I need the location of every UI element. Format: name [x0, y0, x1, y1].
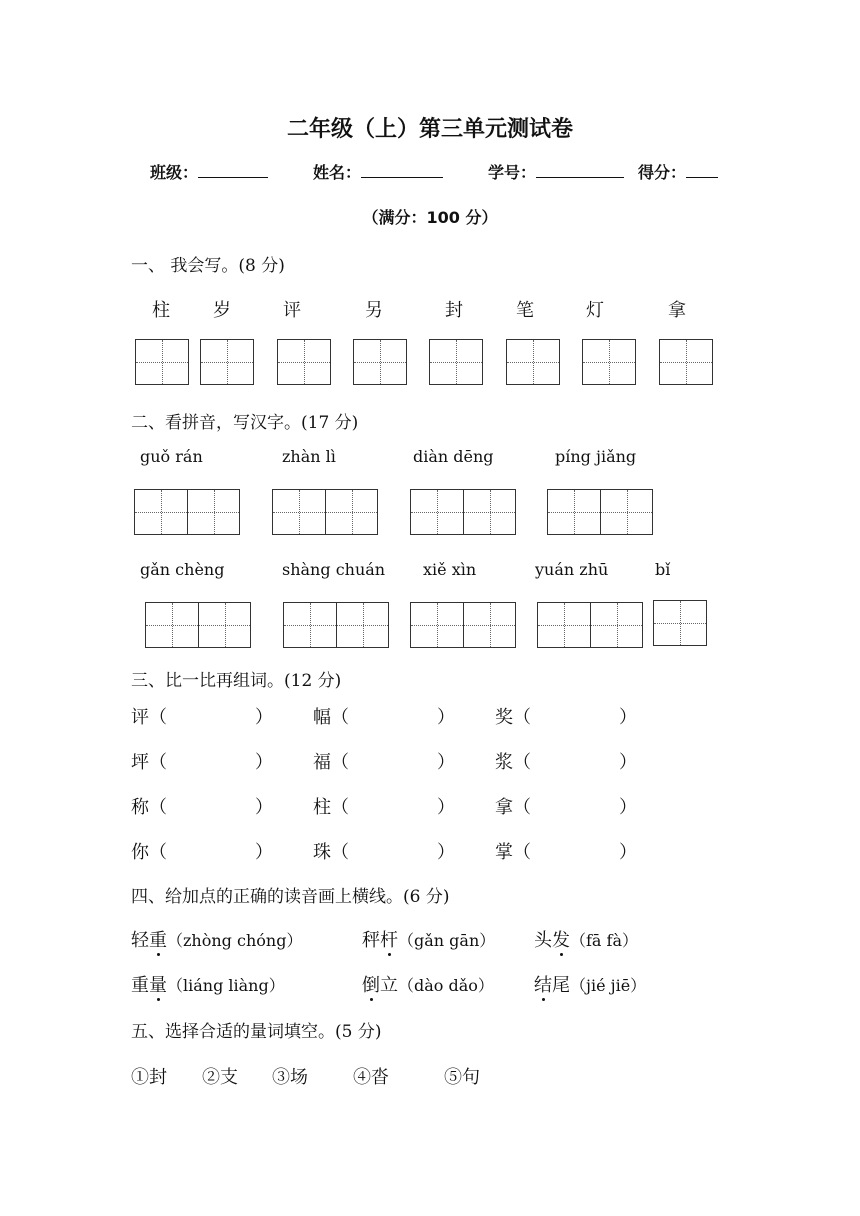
- pinyin-prompt: shàng chuán: [282, 560, 386, 579]
- word-prompt: 拿（: [495, 797, 531, 818]
- word-prompt: 幅（: [313, 707, 349, 728]
- word-prompt: 掌（: [495, 842, 531, 863]
- writing-box[interactable]: [272, 489, 378, 535]
- writing-box[interactable]: [200, 339, 254, 385]
- writing-box[interactable]: [277, 339, 331, 385]
- word-prompt: 柱（: [313, 797, 349, 818]
- s1-char: 岁: [213, 300, 231, 321]
- word-prompt: 称（: [131, 797, 167, 818]
- student-id-blank[interactable]: [536, 161, 624, 178]
- score-field[interactable]: [638, 160, 718, 183]
- pinyin-prompt: guǒ rán: [140, 447, 203, 466]
- reading-item: 秤杆（gǎn gān）: [362, 930, 496, 951]
- dotted-char: 量: [149, 975, 167, 996]
- writing-box[interactable]: [145, 602, 251, 648]
- student-id-label: 学号：: [488, 163, 537, 182]
- writing-box[interactable]: [410, 602, 516, 648]
- paren-close: ）: [255, 707, 273, 728]
- pinyin-prompt: píng jiǎng: [555, 447, 637, 466]
- pinyin-prompt: yuán zhū: [535, 560, 609, 579]
- paren-close: ）: [437, 752, 455, 773]
- paren-close: ）: [437, 842, 455, 863]
- pinyin-prompt: bǐ: [655, 560, 671, 579]
- paren-close: ）: [619, 797, 637, 818]
- pinyin-prompt: gǎn chèng: [140, 560, 225, 579]
- measure-word-option: ④沓: [353, 1067, 389, 1088]
- writing-box[interactable]: [135, 339, 189, 385]
- paren-close: ）: [437, 797, 455, 818]
- paren-close: ）: [255, 842, 273, 863]
- writing-box[interactable]: [353, 339, 407, 385]
- pinyin-options[interactable]: （fā fà）: [570, 931, 639, 950]
- reading-item: 结尾（jié jiē）: [534, 975, 647, 996]
- writing-box[interactable]: [410, 489, 516, 535]
- page-title: 二年级（上）第三单元测试卷: [286, 117, 573, 142]
- student-id-field[interactable]: [488, 160, 624, 183]
- section5-heading: 五、选择合适的量词填空。(5 分): [131, 1022, 382, 1042]
- pinyin-options[interactable]: （liáng liàng）: [167, 976, 285, 995]
- full-score: （满分：100 分）: [362, 208, 498, 227]
- paren-close: ）: [619, 707, 637, 728]
- class-field[interactable]: [150, 160, 268, 183]
- writing-box[interactable]: [429, 339, 483, 385]
- name-blank[interactable]: [361, 161, 443, 178]
- writing-box[interactable]: [134, 489, 240, 535]
- word-prompt: 珠（: [313, 842, 349, 863]
- reading-item: 头发（fā fà）: [534, 930, 639, 951]
- section3-heading: 三、比一比再组词。(12 分): [131, 671, 342, 691]
- class-blank[interactable]: [198, 161, 268, 178]
- writing-box[interactable]: [547, 489, 653, 535]
- paren-close: ）: [255, 752, 273, 773]
- pinyin-options[interactable]: （dào dǎo）: [398, 976, 494, 995]
- pinyin-options[interactable]: （zhòng chóng）: [167, 931, 303, 950]
- paren-close: ）: [619, 842, 637, 863]
- s1-char: 笔: [516, 300, 534, 321]
- s1-char: 灯: [586, 300, 604, 321]
- section1-heading: 一、 我会写。(8 分): [131, 256, 285, 276]
- writing-box[interactable]: [653, 600, 707, 646]
- writing-box[interactable]: [283, 602, 389, 648]
- score-blank[interactable]: [686, 161, 718, 178]
- measure-word-option: ③场: [272, 1067, 308, 1088]
- dotted-char: 杆: [380, 930, 398, 951]
- paren-close: ）: [437, 707, 455, 728]
- writing-box[interactable]: [506, 339, 560, 385]
- dotted-char: 发: [552, 930, 570, 951]
- word-prompt: 福（: [313, 752, 349, 773]
- s1-char: 拿: [668, 300, 686, 321]
- s1-char: 评: [283, 300, 301, 321]
- measure-word-option: ②支: [202, 1067, 238, 1088]
- writing-box[interactable]: [537, 602, 643, 648]
- score-label: 得分：: [638, 163, 687, 182]
- dotted-char: 结: [534, 975, 552, 996]
- pinyin-options[interactable]: （gǎn gān）: [398, 931, 496, 950]
- paren-close: ）: [619, 752, 637, 773]
- word-prompt: 坪（: [131, 752, 167, 773]
- word-prompt: 浆（: [495, 752, 531, 773]
- class-label: 班级：: [150, 163, 199, 182]
- pinyin-options[interactable]: （jié jiē）: [570, 976, 647, 995]
- reading-item: 倒立（dào dǎo）: [362, 975, 494, 996]
- pinyin-prompt: xiě xìn: [423, 560, 477, 579]
- paren-close: ）: [255, 797, 273, 818]
- word-prompt: 评（: [131, 707, 167, 728]
- reading-item: 轻重（zhòng chóng）: [131, 930, 303, 951]
- measure-word-option: ⑤句: [444, 1067, 480, 1088]
- word-prompt: 你（: [131, 842, 167, 863]
- s1-char: 封: [445, 300, 463, 321]
- writing-box[interactable]: [582, 339, 636, 385]
- name-label: 姓名：: [313, 163, 362, 182]
- s1-char: 另: [365, 300, 383, 321]
- section2-heading: 二、看拼音，写汉字。(17 分): [131, 413, 359, 433]
- name-field[interactable]: [313, 160, 443, 183]
- pinyin-prompt: zhàn lì: [282, 447, 336, 466]
- section4-heading: 四、给加点的正确的读音画上横线。(6 分): [131, 887, 450, 907]
- writing-box[interactable]: [659, 339, 713, 385]
- reading-item: 重量（liáng liàng）: [131, 975, 285, 996]
- dotted-char: 倒: [362, 975, 380, 996]
- word-prompt: 奖（: [495, 707, 531, 728]
- s1-char: 柱: [152, 300, 170, 321]
- pinyin-prompt: diàn dēng: [413, 447, 494, 466]
- measure-word-option: ①封: [131, 1067, 167, 1088]
- dotted-char: 重: [149, 930, 167, 951]
